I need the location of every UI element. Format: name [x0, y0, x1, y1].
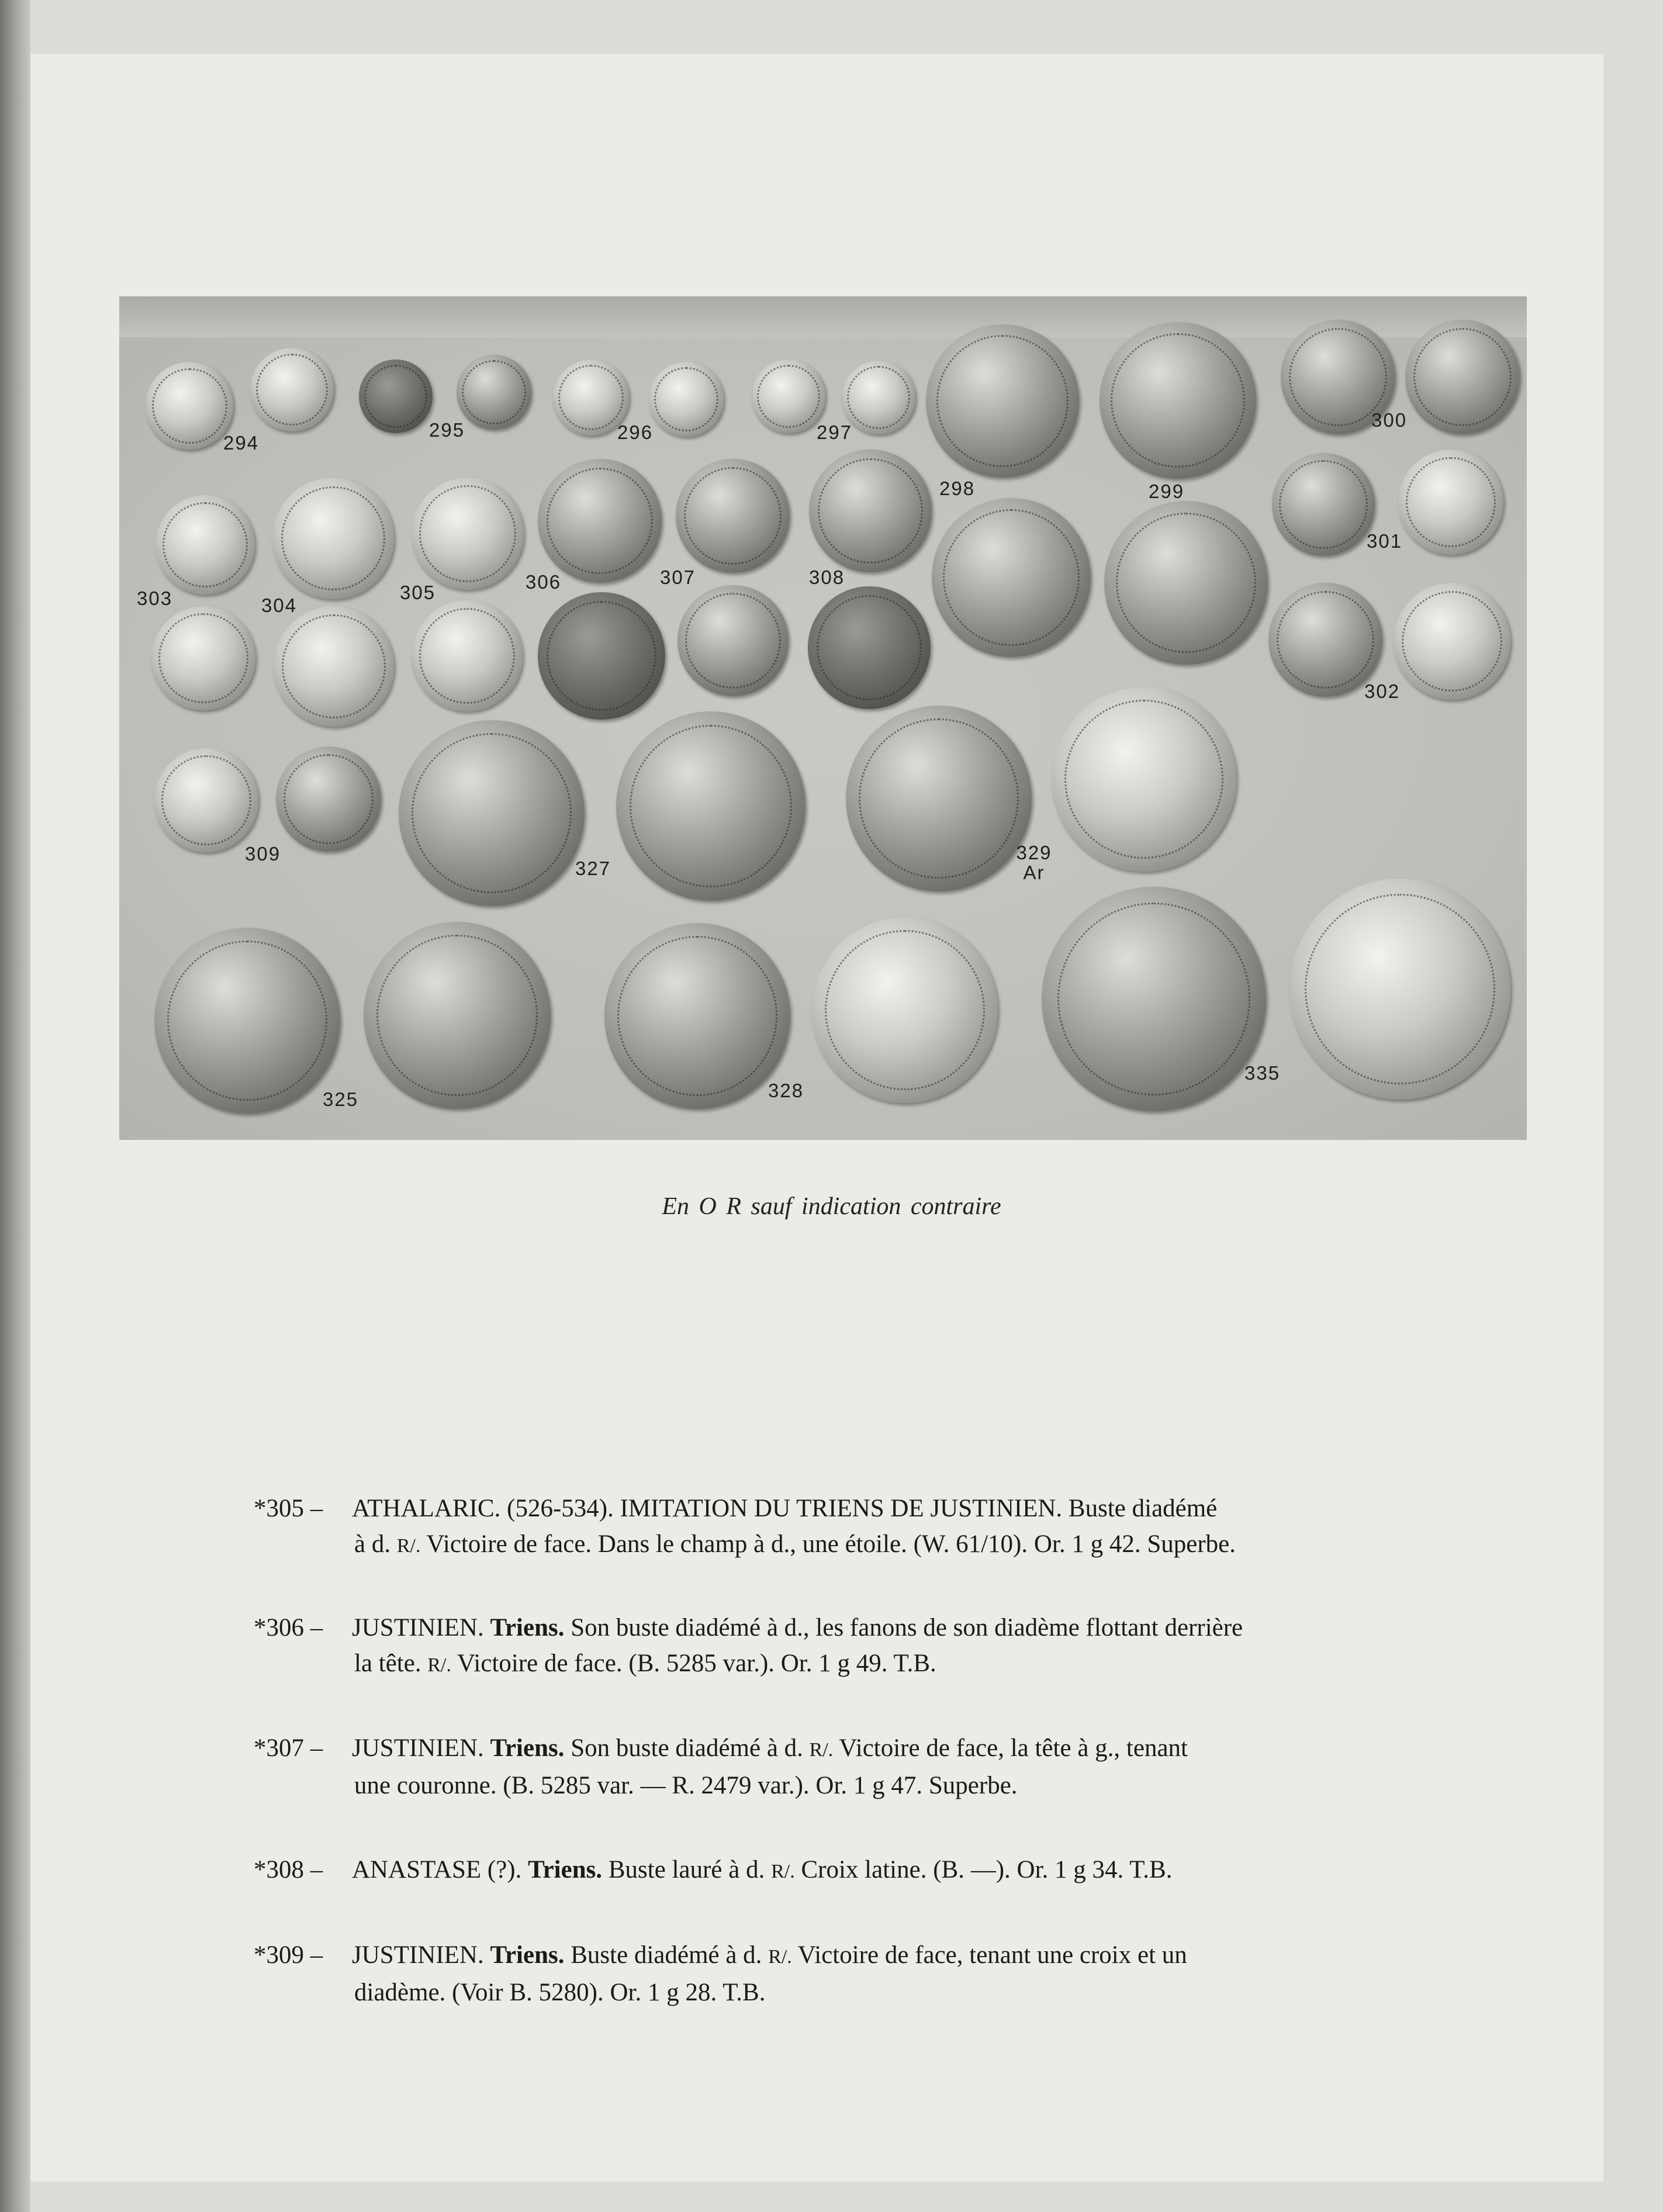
denomination: Triens.: [528, 1856, 603, 1883]
label-297: 297: [817, 421, 853, 443]
coin-305-reverse: [412, 600, 523, 711]
lot-description: [352, 1937, 1423, 2010]
label-325: 325: [323, 1088, 359, 1110]
coin-325-reverse: [364, 922, 551, 1109]
lot-line-1: [352, 1610, 1423, 1646]
coin-307-obverse: [676, 459, 790, 573]
label-303: 303: [137, 587, 173, 609]
coin-329-obverse: [846, 706, 1032, 891]
book-binding-edge: [0, 0, 30, 2212]
coin-328-obverse: [604, 923, 790, 1109]
coin-305-obverse: [412, 478, 524, 590]
coin-309-reverse: [276, 746, 381, 852]
coin-309-obverse: [154, 748, 258, 852]
lot-line-1: [352, 1730, 1423, 1768]
text: Croix latine. (B. —). Or. 1 g 34. T.B.: [794, 1856, 1173, 1883]
coin-306-obverse: [538, 459, 662, 583]
label-329-metal: Ar: [1023, 862, 1045, 883]
coin-302-reverse: [1394, 583, 1510, 700]
lot-entry-309: [254, 1937, 1423, 2010]
caption-suffix: sauf indication contraire: [751, 1193, 1001, 1220]
text: Victoire de face, tenant une croix et un: [791, 1941, 1187, 1969]
reverse-mark: R/.: [809, 1739, 834, 1761]
coin-plate-photo: [119, 296, 1527, 1140]
label-329: [1014, 843, 1054, 883]
coin-301-reverse: [1398, 450, 1503, 555]
coin-308-reverse: [808, 586, 931, 709]
reverse-mark: R/.: [768, 1946, 792, 1968]
lot-line-2: [354, 1526, 1423, 1564]
lot-line-1: [352, 1491, 1423, 1526]
coin-298-obverse: [926, 324, 1079, 478]
coin-306-reverse: [538, 592, 665, 720]
label-294: 294: [223, 432, 260, 454]
lot-description: [352, 1730, 1423, 1803]
coin-298-reverse: [932, 498, 1091, 657]
coin-297-obverse: [752, 360, 825, 433]
coin-301-obverse: [1272, 453, 1375, 556]
coin-328-reverse: [812, 917, 998, 1103]
lot-description: [352, 1491, 1423, 1564]
label-299: 299: [1149, 481, 1185, 502]
plate-caption: [30, 1193, 1633, 1221]
lot-line-2: [354, 1975, 1423, 2010]
text: diadème. (Voir B. 5280). Or. 1 g 28. T.B.: [354, 1979, 766, 2006]
label-295: 295: [429, 419, 465, 441]
coin-299-obverse: [1100, 322, 1256, 479]
text: ATHALARIC. (526-534). IMITATION DU TRIENS DE JUSTINIEN. Buste diadémé: [352, 1495, 1218, 1522]
coin-296-reverse: [649, 362, 724, 437]
label-306: 306: [525, 571, 562, 593]
reverse-mark: R/.: [427, 1654, 451, 1676]
coin-295-obverse: [359, 360, 433, 433]
lot-entry-305: [254, 1491, 1423, 1564]
text: Son buste diadémé à d., les fanons de son diadème flottant derrière: [564, 1614, 1243, 1641]
label-304: 304: [261, 595, 298, 616]
reverse-mark: R/.: [396, 1535, 421, 1557]
text: Victoire de face, la tête à g., tenant: [833, 1734, 1188, 1762]
lot-line-1: [352, 1852, 1423, 1889]
coin-299-reverse: [1104, 501, 1268, 665]
text: Victoire de face. Dans le champ à d., une étoile. (W. 61/10). Or. 1 g 42. Superbe.: [420, 1530, 1236, 1558]
lot-line-1: [352, 1937, 1423, 1975]
coin-297-reverse: [842, 361, 915, 434]
label-335: 335: [1244, 1062, 1281, 1084]
text: JUSTINIEN.: [352, 1734, 490, 1762]
reverse-mark: R/.: [771, 1861, 795, 1882]
denomination: Triens.: [490, 1941, 565, 1969]
text: JUSTINIEN.: [352, 1941, 490, 1969]
coin-327-reverse: [616, 711, 805, 901]
coin-335-reverse: [1289, 879, 1510, 1100]
caption-metal: O R: [699, 1193, 742, 1220]
label-327: 327: [575, 858, 611, 879]
lot-line-2: [354, 1646, 1423, 1683]
label-296: 296: [617, 421, 654, 443]
lot-description: [352, 1852, 1423, 1889]
coin-303-reverse: [151, 606, 255, 710]
label-309: 309: [245, 843, 281, 865]
catalogue-page: [30, 54, 1604, 2182]
denomination: Triens.: [490, 1614, 565, 1641]
lot-number: *308 –: [254, 1856, 323, 1883]
label-298: 298: [939, 478, 976, 499]
lot-entry-308: [254, 1852, 1423, 1889]
caption-prefix: En: [662, 1193, 690, 1220]
coin-304-reverse: [274, 606, 394, 727]
lot-entry-306: [254, 1610, 1423, 1683]
text: Son buste diadémé à d.: [564, 1734, 810, 1762]
lot-entry-307: [254, 1730, 1423, 1803]
lot-description: [352, 1610, 1423, 1683]
text: Buste lauré à d.: [602, 1856, 772, 1883]
lot-number: *307 –: [254, 1734, 323, 1762]
coin-327-obverse: [399, 720, 585, 906]
coin-335-obverse: [1042, 887, 1266, 1111]
coin-325-obverse: [154, 928, 340, 1114]
text: une couronne. (B. 5285 var. — R. 2479 var.). Or. 1 g 47. Superbe.: [354, 1772, 1018, 1799]
coin-303-obverse: [155, 495, 255, 595]
label-305: 305: [400, 582, 436, 603]
coin-308-obverse: [809, 450, 932, 572]
coin-302-obverse: [1268, 583, 1382, 697]
coin-295-reverse: [457, 355, 531, 430]
label-308: 308: [809, 566, 845, 588]
lot-number: *309 –: [254, 1941, 323, 1969]
coin-294-obverse: [146, 362, 233, 450]
denomination: Triens.: [490, 1734, 565, 1762]
text: ANASTASE (?).: [352, 1856, 528, 1883]
coin-300-reverse: [1405, 320, 1520, 434]
text: la tête.: [354, 1650, 428, 1677]
text: JUSTINIEN.: [352, 1614, 490, 1641]
label-329-number: 329: [1016, 842, 1052, 863]
label-301: 301: [1367, 530, 1403, 552]
label-328: 328: [768, 1080, 804, 1101]
coin-329-reverse: [1052, 687, 1236, 872]
lot-number: *305 –: [254, 1495, 323, 1522]
label-302: 302: [1364, 680, 1401, 702]
coin-294-reverse: [250, 348, 334, 431]
label-300: 300: [1371, 409, 1408, 431]
lot-number: *306 –: [254, 1614, 323, 1641]
text: Victoire de face. (B. 5285 var.). Or. 1 g 49. T.B.: [451, 1650, 936, 1677]
lot-line-2: [354, 1768, 1423, 1803]
coin-307-reverse: [677, 585, 789, 696]
label-307: 307: [660, 566, 696, 588]
coin-304-obverse: [272, 478, 394, 599]
text: Buste diadémé à d.: [564, 1941, 769, 1969]
text: à d.: [354, 1530, 397, 1558]
